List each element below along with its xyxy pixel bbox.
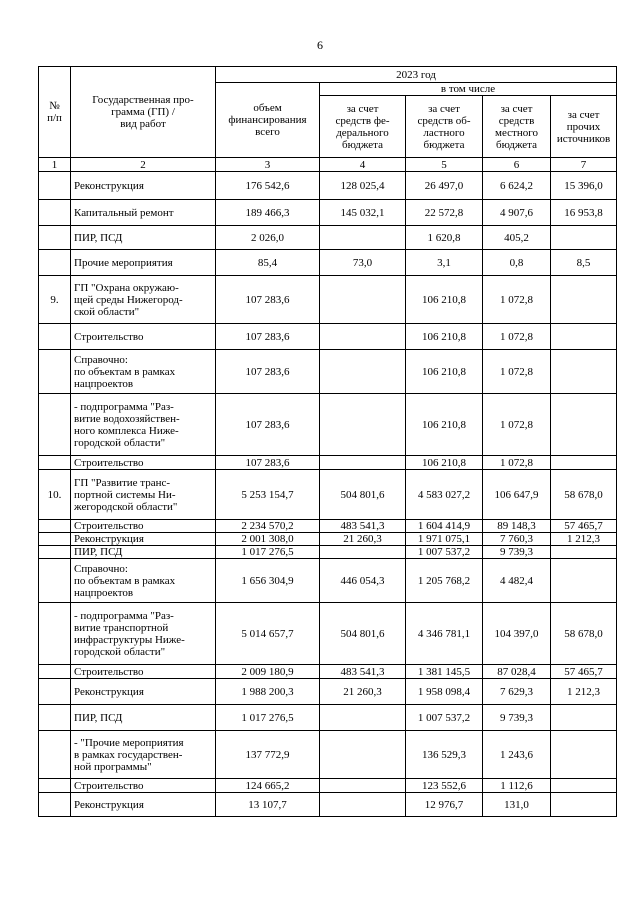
cell-name: - подпрограмма "Раз- витие транспортной инфраструктуры Ниже- городской области" — [71, 603, 216, 665]
cell-idx — [39, 456, 71, 470]
cell-federal: 446 054,3 — [320, 559, 406, 603]
header-total: объем финансирования всего — [216, 83, 320, 158]
cell-total: 1 988 200,3 — [216, 679, 320, 705]
column-number: 7 — [551, 158, 617, 172]
cell-federal: 21 260,3 — [320, 679, 406, 705]
cell-local: 7 760,3 — [483, 533, 551, 546]
cell-total: 13 107,7 — [216, 793, 320, 817]
cell-idx: 9. — [39, 276, 71, 324]
cell-total: 176 542,6 — [216, 172, 320, 200]
cell-name: Реконструкция — [71, 533, 216, 546]
cell-total: 85,4 — [216, 250, 320, 276]
cell-regional: 1 971 075,1 — [406, 533, 483, 546]
table-row — [39, 456, 617, 470]
cell-idx — [39, 779, 71, 793]
cell-local: 1 072,8 — [483, 324, 551, 350]
cell-local: 4 907,6 — [483, 200, 551, 226]
cell-other — [551, 705, 617, 731]
header-col-name: Государственная про- грамма (ГП) / вид работ — [71, 67, 216, 158]
cell-federal — [320, 350, 406, 394]
cell-federal: 128 025,4 — [320, 172, 406, 200]
cell-other: 15 396,0 — [551, 172, 617, 200]
column-numbers-row — [39, 158, 617, 172]
cell-other — [551, 559, 617, 603]
cell-local: 104 397,0 — [483, 603, 551, 665]
cell-regional: 12 976,7 — [406, 793, 483, 817]
cell-local: 106 647,9 — [483, 470, 551, 520]
column-number: 2 — [71, 158, 216, 172]
cell-other: 58 678,0 — [551, 470, 617, 520]
table-row — [39, 779, 617, 793]
cell-federal — [320, 394, 406, 456]
cell-name: ГП "Развитие транс- портной системы Ни- жегородской области" — [71, 470, 216, 520]
table-row — [39, 470, 617, 520]
cell-federal: 504 801,6 — [320, 603, 406, 665]
cell-other: 16 953,8 — [551, 200, 617, 226]
cell-regional: 3,1 — [406, 250, 483, 276]
cell-regional: 106 210,8 — [406, 456, 483, 470]
table-row — [39, 533, 617, 546]
cell-other: 57 465,7 — [551, 665, 617, 679]
header-regional: за счет средств об- ластного бюджета — [406, 96, 483, 158]
cell-other — [551, 731, 617, 779]
cell-idx — [39, 679, 71, 705]
header-other: за счет прочих источников — [551, 96, 617, 158]
cell-total: 107 283,6 — [216, 456, 320, 470]
cell-other — [551, 546, 617, 559]
cell-federal — [320, 546, 406, 559]
cell-federal — [320, 779, 406, 793]
cell-idx — [39, 250, 71, 276]
cell-name: Справочно: по объектам в рамках нацпроектов — [71, 350, 216, 394]
cell-local: 89 148,3 — [483, 520, 551, 533]
table-row — [39, 603, 617, 665]
cell-regional: 136 529,3 — [406, 731, 483, 779]
header-col-num: № п/п — [39, 67, 71, 158]
column-number: 6 — [483, 158, 551, 172]
cell-other — [551, 324, 617, 350]
cell-name: Реконструкция — [71, 172, 216, 200]
cell-idx — [39, 200, 71, 226]
cell-total: 124 665,2 — [216, 779, 320, 793]
cell-idx — [39, 731, 71, 779]
cell-local: 9 739,3 — [483, 705, 551, 731]
column-number: 4 — [320, 158, 406, 172]
page-number: 6 — [317, 38, 323, 52]
cell-federal — [320, 226, 406, 250]
cell-local: 1 072,8 — [483, 276, 551, 324]
cell-local: 6 624,2 — [483, 172, 551, 200]
table-row — [39, 276, 617, 324]
cell-other — [551, 350, 617, 394]
table-row — [39, 394, 617, 456]
cell-federal: 73,0 — [320, 250, 406, 276]
cell-total: 1 017 276,5 — [216, 705, 320, 731]
table-row — [39, 793, 617, 817]
cell-local: 1 243,6 — [483, 731, 551, 779]
column-number: 1 — [39, 158, 71, 172]
cell-local: 405,2 — [483, 226, 551, 250]
cell-name: Реконструкция — [71, 793, 216, 817]
table-row — [39, 250, 617, 276]
cell-other — [551, 779, 617, 793]
cell-total: 107 283,6 — [216, 350, 320, 394]
cell-total: 1 656 304,9 — [216, 559, 320, 603]
cell-name: ПИР, ПСД — [71, 705, 216, 731]
cell-total: 107 283,6 — [216, 394, 320, 456]
header-including: в том числе — [320, 83, 617, 96]
cell-total: 137 772,9 — [216, 731, 320, 779]
table-row — [39, 350, 617, 394]
cell-regional: 1 205 768,2 — [406, 559, 483, 603]
budget-table — [38, 66, 617, 817]
cell-regional: 106 210,8 — [406, 350, 483, 394]
cell-regional: 123 552,6 — [406, 779, 483, 793]
cell-other — [551, 394, 617, 456]
cell-regional: 106 210,8 — [406, 324, 483, 350]
cell-federal: 483 541,3 — [320, 665, 406, 679]
cell-name: - "Прочие мероприятия в рамках государствен- ной программы" — [71, 731, 216, 779]
cell-federal — [320, 456, 406, 470]
table-row — [39, 665, 617, 679]
header-year: 2023 год — [216, 67, 617, 83]
cell-regional: 1 604 414,9 — [406, 520, 483, 533]
table-row — [39, 172, 617, 200]
table-row — [39, 324, 617, 350]
cell-idx — [39, 394, 71, 456]
cell-idx — [39, 226, 71, 250]
cell-idx — [39, 350, 71, 394]
cell-total: 5 014 657,7 — [216, 603, 320, 665]
cell-local: 7 629,3 — [483, 679, 551, 705]
cell-regional: 1 958 098,4 — [406, 679, 483, 705]
table-row — [39, 679, 617, 705]
cell-other — [551, 276, 617, 324]
cell-idx — [39, 324, 71, 350]
cell-local: 1 112,6 — [483, 779, 551, 793]
cell-other: 58 678,0 — [551, 603, 617, 665]
cell-local: 0,8 — [483, 250, 551, 276]
cell-name: ПИР, ПСД — [71, 546, 216, 559]
cell-name: ГП "Охрана окружаю- щей среды Нижегород- ской области" — [71, 276, 216, 324]
cell-total: 2 001 308,0 — [216, 533, 320, 546]
cell-regional: 1 381 145,5 — [406, 665, 483, 679]
cell-other: 1 212,3 — [551, 679, 617, 705]
cell-local: 1 072,8 — [483, 350, 551, 394]
cell-total: 107 283,6 — [216, 324, 320, 350]
cell-other: 57 465,7 — [551, 520, 617, 533]
table-row — [39, 546, 617, 559]
header-local: за счет средств местного бюджета — [483, 96, 551, 158]
column-number: 5 — [406, 158, 483, 172]
cell-other — [551, 226, 617, 250]
cell-local: 131,0 — [483, 793, 551, 817]
cell-other — [551, 793, 617, 817]
cell-name: Строительство — [71, 324, 216, 350]
cell-idx — [39, 546, 71, 559]
cell-regional: 1 620,8 — [406, 226, 483, 250]
cell-total: 5 253 154,7 — [216, 470, 320, 520]
cell-name: Строительство — [71, 456, 216, 470]
table-row — [39, 200, 617, 226]
cell-regional: 4 346 781,1 — [406, 603, 483, 665]
cell-local: 4 482,4 — [483, 559, 551, 603]
table-row — [39, 226, 617, 250]
cell-total: 2 234 570,2 — [216, 520, 320, 533]
cell-federal: 483 541,3 — [320, 520, 406, 533]
cell-name: Реконструкция — [71, 679, 216, 705]
cell-local: 1 072,8 — [483, 394, 551, 456]
cell-name: Прочие мероприятия — [71, 250, 216, 276]
cell-idx — [39, 705, 71, 731]
cell-regional: 4 583 027,2 — [406, 470, 483, 520]
cell-idx — [39, 520, 71, 533]
cell-regional: 1 007 537,2 — [406, 705, 483, 731]
cell-federal — [320, 276, 406, 324]
cell-name: Справочно: по объектам в рамках нацпроектов — [71, 559, 216, 603]
table-row — [39, 559, 617, 603]
cell-federal — [320, 324, 406, 350]
cell-name: - подпрограмма "Раз- витие водохозяйствен- ного комплекса Ниже- городской области" — [71, 394, 216, 456]
cell-idx — [39, 559, 71, 603]
header-federal: за счет средств фе- дерального бюджета — [320, 96, 406, 158]
cell-local: 87 028,4 — [483, 665, 551, 679]
cell-local: 9 739,3 — [483, 546, 551, 559]
cell-idx — [39, 172, 71, 200]
table-body — [39, 172, 617, 817]
cell-other: 1 212,3 — [551, 533, 617, 546]
cell-federal — [320, 731, 406, 779]
table-row — [39, 705, 617, 731]
cell-regional: 22 572,8 — [406, 200, 483, 226]
cell-name: Капитальный ремонт — [71, 200, 216, 226]
cell-name: Строительство — [71, 665, 216, 679]
cell-total: 1 017 276,5 — [216, 546, 320, 559]
cell-idx — [39, 533, 71, 546]
cell-name: ПИР, ПСД — [71, 226, 216, 250]
cell-name: Строительство — [71, 520, 216, 533]
cell-federal — [320, 793, 406, 817]
cell-total: 189 466,3 — [216, 200, 320, 226]
table-row — [39, 520, 617, 533]
cell-idx — [39, 793, 71, 817]
cell-idx — [39, 665, 71, 679]
cell-idx: 10. — [39, 470, 71, 520]
cell-regional: 106 210,8 — [406, 394, 483, 456]
cell-regional: 1 007 537,2 — [406, 546, 483, 559]
cell-federal — [320, 705, 406, 731]
column-number: 3 — [216, 158, 320, 172]
cell-total: 2 009 180,9 — [216, 665, 320, 679]
cell-total: 2 026,0 — [216, 226, 320, 250]
cell-federal: 504 801,6 — [320, 470, 406, 520]
cell-other: 8,5 — [551, 250, 617, 276]
cell-federal: 145 032,1 — [320, 200, 406, 226]
cell-regional: 106 210,8 — [406, 276, 483, 324]
cell-local: 1 072,8 — [483, 456, 551, 470]
cell-total: 107 283,6 — [216, 276, 320, 324]
cell-federal: 21 260,3 — [320, 533, 406, 546]
cell-other — [551, 456, 617, 470]
cell-idx — [39, 603, 71, 665]
table-row — [39, 731, 617, 779]
cell-regional: 26 497,0 — [406, 172, 483, 200]
cell-name: Строительство — [71, 779, 216, 793]
